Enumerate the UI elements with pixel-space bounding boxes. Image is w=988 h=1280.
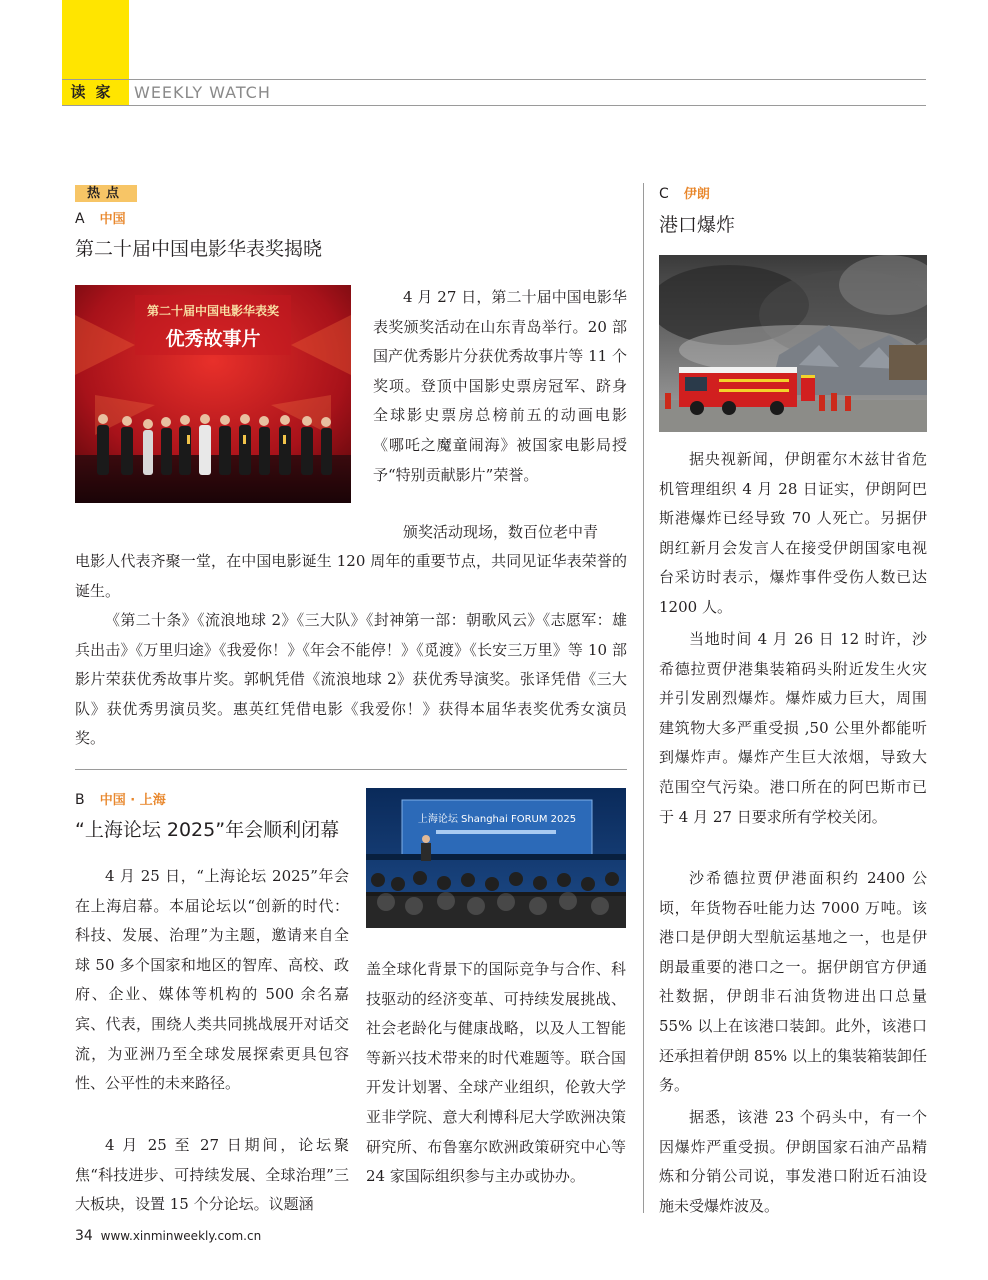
story-c-headline: 港口爆炸 <box>659 214 736 236</box>
story-a-paragraph-2-start: 颁奖活动现场，数百位老中青 <box>403 523 599 541</box>
story-a-headline: 第二十届中国电影华表奖揭晓 <box>75 238 323 260</box>
story-b-letter: B <box>75 792 85 808</box>
story-a-paragraph-3: 《第二十条》《流浪地球 2》《三大队》《封神第一部：朝歌风云》《志愿军：雄兵出击》《万里归途》《我爱你！》《年会不能停！》《觅渡》《长安三万里》等 10 部影片荣获优秀故事片奖。郭帆凭借《流浪地球 2》获优秀导演奖。张译凭借《三大队》获优秀男演员奖。惠英红凭借电影《我爱你！》获得本届华表奖优秀女演员奖。 <box>75 611 627 748</box>
page-footer <box>75 1228 261 1244</box>
story-c-paragraph-4: 据悉，该港 23 个码头中，有一个因爆炸严重受损。伊朗国家石油产品精炼和分销公司说，事发港口附近石油设施未受爆炸波及。 <box>659 1108 927 1215</box>
story-c-paragraph-1: 据央视新闻，伊朗霍尔木兹甘省危机管理组织 4 月 28 日证实，伊朗阿巴斯港爆炸已经导致 70 人死亡。另据伊朗红新月会发言人在接受伊朗国家电视台采访时表示，爆炸事件受伤人数已达 1200 人。 <box>659 450 927 616</box>
story-a-label <box>75 208 126 227</box>
port-explosion-photo <box>659 255 927 432</box>
story-c-place: 伊朗 <box>683 187 710 202</box>
page-number: 34 <box>75 1228 93 1244</box>
section-subtitle: WEEKLY WATCH <box>134 83 271 102</box>
story-a-paragraph-1: 4 月 27 日，第二十届中国电影华表奖颁奖活动在山东青岛举行。20 部国产优秀影片分获优秀故事片等 11 个奖项。登顶中国影史票房冠军、跻身全球影史票房总榜前五的动画电影《哪吒之魔童闹海》被国家电影局授予“特别贡献影片”荣誉。 <box>373 288 627 484</box>
story-c-label <box>659 183 710 202</box>
story-b-place: 中国 · 上海 <box>99 793 166 808</box>
story-a-place: 中国 <box>99 212 126 227</box>
story-b-paragraph-1: 4 月 25 日，“上海论坛 2025”年会在上海启幕。本届论坛以“创新的时代：科技、发展、治理”为主题，邀请来自全球 50 多个国家和地区的智库、高校、政府、企业、媒体等机构的 500 余名嘉宾、代表，围绕人类共同挑战展开对话交流，为亚洲乃至全球发展探索更具包容性、公平性的未来路径。 <box>75 867 349 1093</box>
header-color-tab <box>62 0 129 80</box>
hot-tag: 热点 <box>75 185 137 202</box>
story-b-headline: “上海论坛 2025”年会顺利闭幕 <box>75 819 340 841</box>
forum-photo <box>366 788 626 928</box>
forum-sign-text: 上海论坛 Shanghai FORUM 2025 <box>417 814 577 825</box>
header-rule-bottom <box>62 105 926 106</box>
story-b-paragraph-2: 4 月 25 至 27 日期间，论坛聚焦“科技进步、可持续发展、全球治理”三大板块，设置 15 个分论坛。议题涵 <box>75 1136 349 1214</box>
story-b-paragraph-3: 盖全球化背景下的国际竞争与合作、科技驱动的经济变革、可持续发展挑战、社会老龄化与健康战略，以及人工智能等新兴技术带来的时代难题等。联合国开发计划署、全球产业组织，伦敦大学亚非学院、意大利博科尼大学欧洲决策研究所、布鲁塞尔欧洲政策研究中心等 24 家国际组织参与主办或协办。 <box>366 960 626 1186</box>
story-c-paragraph-3: 沙希德拉贾伊港面积约 2400 公顷，年货物吞吐能力达 7000 万吨。该港口是伊朗大型航运基地之一，也是伊朗最重要的港口之一。据伊朗官方伊通社数据，伊朗非石油货物进出口总量 55% 以上在该港口装卸。此外，该港口还承担着伊朗 85% 以上的集装箱装卸任务。 <box>659 869 927 1095</box>
award-ceremony-image <box>75 285 351 503</box>
story-b-label <box>75 789 166 808</box>
award-banner-line1: 第二十届中国电影华表奖 <box>146 304 280 318</box>
column-divider <box>643 183 644 1213</box>
port-explosion-image <box>659 255 927 432</box>
story-c-paragraph-2: 当地时间 4 月 26 日 12 时许，沙希德拉贾伊港集装箱码头附近发生火灾并引发剧烈爆炸。爆炸威力巨大，周围建筑物大多严重受损 ,50 公里外都能听到爆炸声。爆炸产生巨大浓烟，导致大范围空气污染。港口所在的阿巴斯市已于 4 月 27 日要求所有学校关闭。 <box>659 630 927 826</box>
forum-image <box>366 788 626 928</box>
website-url: www.xinminweekly.com.cn <box>100 1229 262 1243</box>
story-a-letter: A <box>75 211 85 227</box>
award-banner-line2: 优秀故事片 <box>165 328 261 350</box>
story-divider <box>75 769 627 770</box>
story-a-paragraph-2-rest: 电影人代表齐聚一堂，在中国电影诞生 120 周年的重要节点，共同见证华表荣誉的诞生。 <box>75 552 627 600</box>
award-ceremony-photo <box>75 285 351 503</box>
section-label: 读家 <box>70 83 121 101</box>
story-c-letter: C <box>659 186 669 202</box>
